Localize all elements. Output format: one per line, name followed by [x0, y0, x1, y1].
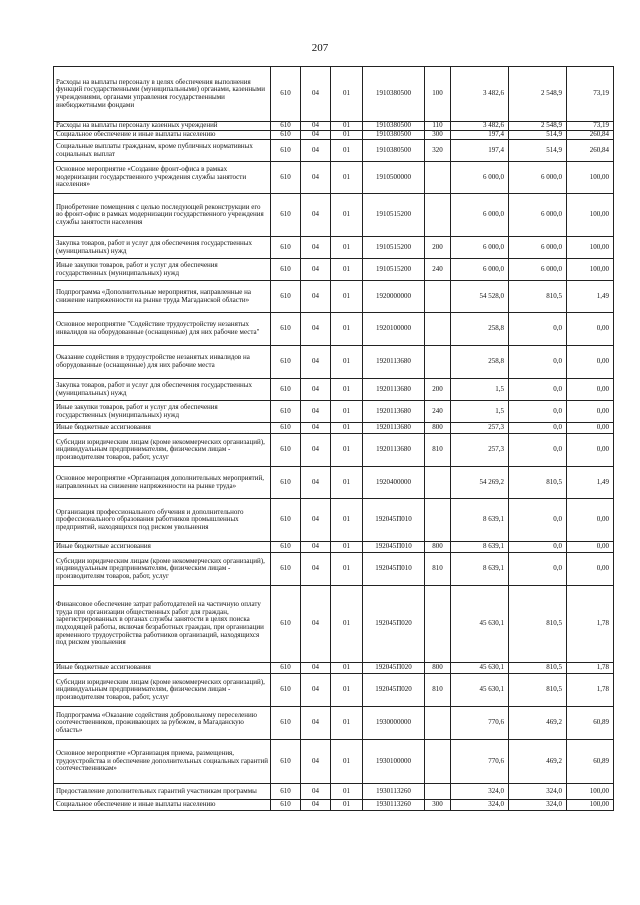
table-row — [54, 553, 614, 586]
actual-amount-cell: 514,9 — [509, 140, 567, 162]
row-name-cell: Основное мероприятие «Организация дополнительных мероприятий, направленных на снижение напряженности на рынке труда» — [54, 467, 271, 499]
row-name-cell: Подпрограмма «Дополнительные мероприятия, направленные на снижение напряженности на рынке труда Магаданской области» — [54, 281, 271, 313]
expense-type-cell — [425, 281, 451, 313]
execution-percent-cell: 0,00 — [567, 499, 614, 542]
plan-amount-cell: 6 000,0 — [451, 259, 509, 281]
table-row — [54, 162, 614, 194]
plan-amount-cell: 257,3 — [451, 423, 509, 434]
subsection-code-cell: 01 — [331, 707, 363, 740]
target-article-cell: 192045П010 — [363, 542, 425, 553]
expense-type-cell — [425, 784, 451, 800]
execution-percent-cell: 260,84 — [567, 140, 614, 162]
row-name-cell: Закупка товаров, работ и услуг для обеспечения государственных (муниципальных) нужд — [54, 379, 271, 401]
target-article-cell: 192045П010 — [363, 553, 425, 586]
target-article-cell: 1910515200 — [363, 194, 425, 237]
admin-code-cell: 610 — [271, 740, 301, 784]
plan-amount-cell: 1,5 — [451, 401, 509, 423]
actual-amount-cell: 514,9 — [509, 131, 567, 140]
expense-type-cell — [425, 346, 451, 379]
table-row — [54, 281, 614, 313]
subsection-code-cell: 01 — [331, 237, 363, 259]
expense-type-cell: 810 — [425, 674, 451, 707]
subsection-code-cell: 01 — [331, 800, 363, 811]
target-article-cell: 1920000000 — [363, 281, 425, 313]
section-code-cell: 04 — [301, 800, 331, 811]
plan-amount-cell: 45 630,1 — [451, 674, 509, 707]
plan-amount-cell: 770,6 — [451, 707, 509, 740]
expense-type-cell: 200 — [425, 237, 451, 259]
admin-code-cell: 610 — [271, 346, 301, 379]
admin-code-cell: 610 — [271, 553, 301, 586]
admin-code-cell: 610 — [271, 434, 301, 467]
execution-percent-cell: 0,00 — [567, 401, 614, 423]
subsection-code-cell: 01 — [331, 67, 363, 122]
table-row — [54, 346, 614, 379]
row-name-cell: Основное мероприятие «Создание фронт-офиса в рамках модернизации государственного учреждения службы занятости населения» — [54, 162, 271, 194]
plan-amount-cell: 8 639,1 — [451, 499, 509, 542]
execution-percent-cell: 0,00 — [567, 553, 614, 586]
admin-code-cell: 610 — [271, 423, 301, 434]
section-code-cell: 04 — [301, 162, 331, 194]
section-code-cell: 04 — [301, 663, 331, 674]
plan-amount-cell: 3 482,6 — [451, 122, 509, 131]
admin-code-cell: 610 — [271, 542, 301, 553]
actual-amount-cell: 2 548,9 — [509, 67, 567, 122]
execution-percent-cell: 1,49 — [567, 467, 614, 499]
table-row — [54, 313, 614, 346]
admin-code-cell: 610 — [271, 162, 301, 194]
expense-type-cell: 240 — [425, 401, 451, 423]
expense-type-cell — [425, 740, 451, 784]
table-row — [54, 122, 614, 131]
target-article-cell: 1920113680 — [363, 401, 425, 423]
actual-amount-cell: 810,5 — [509, 281, 567, 313]
admin-code-cell: 610 — [271, 122, 301, 131]
table-row — [54, 499, 614, 542]
target-article-cell: 1920400000 — [363, 467, 425, 499]
section-code-cell: 04 — [301, 401, 331, 423]
expense-type-cell — [425, 467, 451, 499]
execution-percent-cell: 100,00 — [567, 259, 614, 281]
plan-amount-cell: 324,0 — [451, 784, 509, 800]
section-code-cell: 04 — [301, 434, 331, 467]
table-row — [54, 707, 614, 740]
execution-percent-cell: 1,78 — [567, 663, 614, 674]
row-name-cell: Основное мероприятие «Организация приема, размещения, трудоустройства и обеспечение дополнительных социальных гарантий соотечественникам» — [54, 740, 271, 784]
row-name-cell: Иные закупки товаров, работ и услуг для обеспечения государственных (муниципальных) нужд — [54, 259, 271, 281]
execution-percent-cell: 73,19 — [567, 122, 614, 131]
admin-code-cell: 610 — [271, 674, 301, 707]
actual-amount-cell: 0,0 — [509, 553, 567, 586]
execution-percent-cell: 0,00 — [567, 379, 614, 401]
admin-code-cell: 610 — [271, 379, 301, 401]
subsection-code-cell: 01 — [331, 434, 363, 467]
admin-code-cell: 610 — [271, 663, 301, 674]
table-row — [54, 194, 614, 237]
expense-type-cell: 800 — [425, 542, 451, 553]
expense-type-cell: 110 — [425, 122, 451, 131]
budget-table — [53, 66, 614, 811]
admin-code-cell: 610 — [271, 259, 301, 281]
execution-percent-cell: 0,00 — [567, 346, 614, 379]
expense-type-cell: 800 — [425, 423, 451, 434]
target-article-cell: 1920113680 — [363, 346, 425, 379]
admin-code-cell: 610 — [271, 313, 301, 346]
expense-type-cell: 200 — [425, 379, 451, 401]
section-code-cell: 04 — [301, 122, 331, 131]
subsection-code-cell: 01 — [331, 784, 363, 800]
section-code-cell: 04 — [301, 553, 331, 586]
execution-percent-cell: 100,00 — [567, 800, 614, 811]
plan-amount-cell: 324,0 — [451, 800, 509, 811]
target-article-cell: 1920113680 — [363, 434, 425, 467]
actual-amount-cell: 0,0 — [509, 379, 567, 401]
target-article-cell: 1930113260 — [363, 800, 425, 811]
table-row — [54, 131, 614, 140]
admin-code-cell: 610 — [271, 67, 301, 122]
row-name-cell: Расходы на выплаты персоналу в целях обеспечения выполнения функций государственными (муниципальными) органами, казенными учреждениями, органами управления государственными внебюджетными фондами — [54, 67, 271, 122]
table-row — [54, 379, 614, 401]
target-article-cell: 1920100000 — [363, 313, 425, 346]
table-row — [54, 434, 614, 467]
table-row — [54, 67, 614, 122]
row-name-cell: Субсидии юридическим лицам (кроме некоммерческих организаций), индивидуальным предпринимателям, физическим лицам - производителям товаров, работ, услуг — [54, 674, 271, 707]
table-row — [54, 784, 614, 800]
execution-percent-cell: 0,00 — [567, 542, 614, 553]
admin-code-cell: 610 — [271, 784, 301, 800]
plan-amount-cell: 258,8 — [451, 346, 509, 379]
plan-amount-cell: 257,3 — [451, 434, 509, 467]
row-name-cell: Иные бюджетные ассигнования — [54, 423, 271, 434]
admin-code-cell: 610 — [271, 707, 301, 740]
admin-code-cell: 610 — [271, 131, 301, 140]
target-article-cell: 192045П020 — [363, 663, 425, 674]
plan-amount-cell: 3 482,6 — [451, 67, 509, 122]
subsection-code-cell: 01 — [331, 313, 363, 346]
subsection-code-cell: 01 — [331, 194, 363, 237]
actual-amount-cell: 469,2 — [509, 740, 567, 784]
expense-type-cell: 810 — [425, 553, 451, 586]
execution-percent-cell: 1,78 — [567, 674, 614, 707]
plan-amount-cell: 8 639,1 — [451, 542, 509, 553]
section-code-cell: 04 — [301, 542, 331, 553]
subsection-code-cell: 01 — [331, 346, 363, 379]
expense-type-cell: 300 — [425, 800, 451, 811]
target-article-cell: 1930113260 — [363, 784, 425, 800]
table-row — [54, 586, 614, 663]
table-row — [54, 401, 614, 423]
subsection-code-cell: 01 — [331, 499, 363, 542]
table-row — [54, 674, 614, 707]
row-name-cell: Приобретение помещения с целью последующей реконструкции его во фронт-офис в рамках модернизации государственного учреждения службы занятости населения — [54, 194, 271, 237]
execution-percent-cell: 100,00 — [567, 784, 614, 800]
actual-amount-cell: 810,5 — [509, 663, 567, 674]
section-code-cell: 04 — [301, 707, 331, 740]
actual-amount-cell: 0,0 — [509, 434, 567, 467]
execution-percent-cell: 100,00 — [567, 194, 614, 237]
plan-amount-cell: 6 000,0 — [451, 194, 509, 237]
actual-amount-cell: 6 000,0 — [509, 259, 567, 281]
admin-code-cell: 610 — [271, 237, 301, 259]
target-article-cell: 1910515200 — [363, 237, 425, 259]
expense-type-cell — [425, 586, 451, 663]
subsection-code-cell: 01 — [331, 259, 363, 281]
execution-percent-cell: 0,00 — [567, 423, 614, 434]
row-name-cell: Подпрограмма «Оказание содействия добровольному переселению соотечественников, проживающих за рубежом, в Магаданскую область» — [54, 707, 271, 740]
target-article-cell: 1910380500 — [363, 140, 425, 162]
table-body — [54, 67, 614, 811]
plan-amount-cell: 6 000,0 — [451, 237, 509, 259]
table-row — [54, 467, 614, 499]
section-code-cell: 04 — [301, 281, 331, 313]
expense-type-cell — [425, 162, 451, 194]
table-row — [54, 800, 614, 811]
actual-amount-cell: 0,0 — [509, 499, 567, 542]
table-row — [54, 259, 614, 281]
execution-percent-cell: 60,89 — [567, 707, 614, 740]
actual-amount-cell: 0,0 — [509, 313, 567, 346]
actual-amount-cell: 0,0 — [509, 423, 567, 434]
section-code-cell: 04 — [301, 784, 331, 800]
section-code-cell: 04 — [301, 259, 331, 281]
execution-percent-cell: 100,00 — [567, 162, 614, 194]
row-name-cell: Социальное обеспечение и иные выплаты населению — [54, 131, 271, 140]
actual-amount-cell: 0,0 — [509, 542, 567, 553]
actual-amount-cell: 6 000,0 — [509, 162, 567, 194]
target-article-cell: 1910380500 — [363, 67, 425, 122]
execution-percent-cell: 73,19 — [567, 67, 614, 122]
table-row — [54, 663, 614, 674]
section-code-cell: 04 — [301, 467, 331, 499]
section-code-cell: 04 — [301, 379, 331, 401]
actual-amount-cell: 2 548,9 — [509, 122, 567, 131]
admin-code-cell: 610 — [271, 194, 301, 237]
row-name-cell: Оказание содействия в трудоустройстве незанятых инвалидов на оборудованные (оснащенные) для них рабочие места — [54, 346, 271, 379]
expense-type-cell — [425, 313, 451, 346]
subsection-code-cell: 01 — [331, 281, 363, 313]
row-name-cell: Организация профессионального обучения и дополнительного профессионального образования работников промышленных предприятий, находящихся под риском увольнения — [54, 499, 271, 542]
subsection-code-cell: 01 — [331, 740, 363, 784]
target-article-cell: 1920113680 — [363, 423, 425, 434]
plan-amount-cell: 6 000,0 — [451, 162, 509, 194]
section-code-cell: 04 — [301, 237, 331, 259]
expense-type-cell: 300 — [425, 131, 451, 140]
subsection-code-cell: 01 — [331, 131, 363, 140]
target-article-cell: 1930000000 — [363, 707, 425, 740]
admin-code-cell: 610 — [271, 401, 301, 423]
expense-type-cell — [425, 499, 451, 542]
plan-amount-cell: 258,8 — [451, 313, 509, 346]
expense-type-cell: 320 — [425, 140, 451, 162]
execution-percent-cell: 260,84 — [567, 131, 614, 140]
target-article-cell: 1930100000 — [363, 740, 425, 784]
row-name-cell: Закупка товаров, работ и услуг для обеспечения государственных (муниципальных) нужд — [54, 237, 271, 259]
section-code-cell: 04 — [301, 140, 331, 162]
actual-amount-cell: 0,0 — [509, 346, 567, 379]
expense-type-cell — [425, 707, 451, 740]
plan-amount-cell: 770,6 — [451, 740, 509, 784]
row-name-cell: Основное мероприятие "Содействие трудоустройству незанятых инвалидов на оборудованные (оснащенные) для них рабочие места" — [54, 313, 271, 346]
subsection-code-cell: 01 — [331, 423, 363, 434]
target-article-cell: 1910515200 — [363, 259, 425, 281]
subsection-code-cell: 01 — [331, 663, 363, 674]
target-article-cell: 192045П010 — [363, 499, 425, 542]
page-number: 207 — [311, 42, 329, 54]
section-code-cell: 04 — [301, 740, 331, 784]
target-article-cell: 1910380500 — [363, 131, 425, 140]
table-row — [54, 423, 614, 434]
execution-percent-cell: 0,00 — [567, 434, 614, 467]
row-name-cell: Расходы на выплаты персоналу казенных учреждений — [54, 122, 271, 131]
execution-percent-cell: 100,00 — [567, 237, 614, 259]
subsection-code-cell: 01 — [331, 162, 363, 194]
section-code-cell: 04 — [301, 313, 331, 346]
plan-amount-cell: 45 630,1 — [451, 586, 509, 663]
row-name-cell: Финансовое обеспечение затрат работодателей на частичную оплату труда при организации общественных работ для граждан, зарегистрированных в органах службы занятости в целях поиска подходящей работы, включая безработных граждан, при организации временного трудоустройства работников организаций, находящихся под риском увольнения — [54, 586, 271, 663]
target-article-cell: 1920113680 — [363, 379, 425, 401]
subsection-code-cell: 01 — [331, 140, 363, 162]
table-row — [54, 237, 614, 259]
target-article-cell: 192045П020 — [363, 586, 425, 663]
row-name-cell: Иные бюджетные ассигнования — [54, 542, 271, 553]
section-code-cell: 04 — [301, 674, 331, 707]
subsection-code-cell: 01 — [331, 467, 363, 499]
execution-percent-cell: 1,49 — [567, 281, 614, 313]
actual-amount-cell: 6 000,0 — [509, 237, 567, 259]
admin-code-cell: 610 — [271, 586, 301, 663]
section-code-cell: 04 — [301, 423, 331, 434]
actual-amount-cell: 810,5 — [509, 467, 567, 499]
expense-type-cell: 810 — [425, 434, 451, 467]
subsection-code-cell: 01 — [331, 379, 363, 401]
expense-type-cell: 240 — [425, 259, 451, 281]
plan-amount-cell: 197,4 — [451, 131, 509, 140]
plan-amount-cell: 1,5 — [451, 379, 509, 401]
expense-type-cell: 100 — [425, 67, 451, 122]
subsection-code-cell: 01 — [331, 553, 363, 586]
subsection-code-cell: 01 — [331, 674, 363, 707]
expense-type-cell — [425, 194, 451, 237]
plan-amount-cell: 45 630,1 — [451, 663, 509, 674]
actual-amount-cell: 0,0 — [509, 401, 567, 423]
table-row — [54, 740, 614, 784]
admin-code-cell: 610 — [271, 800, 301, 811]
row-name-cell: Социальное обеспечение и иные выплаты населению — [54, 800, 271, 811]
actual-amount-cell: 469,2 — [509, 707, 567, 740]
admin-code-cell: 610 — [271, 499, 301, 542]
target-article-cell: 1910500000 — [363, 162, 425, 194]
actual-amount-cell: 810,5 — [509, 674, 567, 707]
admin-code-cell: 610 — [271, 281, 301, 313]
actual-amount-cell: 324,0 — [509, 800, 567, 811]
execution-percent-cell: 0,00 — [567, 313, 614, 346]
subsection-code-cell: 01 — [331, 586, 363, 663]
execution-percent-cell: 60,89 — [567, 740, 614, 784]
plan-amount-cell: 54 528,0 — [451, 281, 509, 313]
subsection-code-cell: 01 — [331, 542, 363, 553]
subsection-code-cell: 01 — [331, 401, 363, 423]
target-article-cell: 192045П020 — [363, 674, 425, 707]
row-name-cell: Иные бюджетные ассигнования — [54, 663, 271, 674]
section-code-cell: 04 — [301, 67, 331, 122]
subsection-code-cell: 01 — [331, 122, 363, 131]
section-code-cell: 04 — [301, 499, 331, 542]
section-code-cell: 04 — [301, 586, 331, 663]
row-name-cell: Субсидии юридическим лицам (кроме некоммерческих организаций), индивидуальным предпринимателям, физическим лицам - производителям товаров, работ, услуг — [54, 434, 271, 467]
row-name-cell: Социальные выплаты гражданам, кроме публичных нормативных социальных выплат — [54, 140, 271, 162]
plan-amount-cell: 197,4 — [451, 140, 509, 162]
table-row — [54, 542, 614, 553]
actual-amount-cell: 810,5 — [509, 586, 567, 663]
section-code-cell: 04 — [301, 131, 331, 140]
row-name-cell: Субсидии юридическим лицам (кроме некоммерческих организаций), индивидуальным предпринимателям, физическим лицам - производителям товаров, работ, услуг — [54, 553, 271, 586]
plan-amount-cell: 8 639,1 — [451, 553, 509, 586]
admin-code-cell: 610 — [271, 140, 301, 162]
target-article-cell: 1910380500 — [363, 122, 425, 131]
execution-percent-cell: 1,78 — [567, 586, 614, 663]
expense-type-cell: 800 — [425, 663, 451, 674]
actual-amount-cell: 6 000,0 — [509, 194, 567, 237]
admin-code-cell: 610 — [271, 467, 301, 499]
plan-amount-cell: 54 269,2 — [451, 467, 509, 499]
row-name-cell: Иные закупки товаров, работ и услуг для обеспечения государственных (муниципальных) нужд — [54, 401, 271, 423]
actual-amount-cell: 324,0 — [509, 784, 567, 800]
section-code-cell: 04 — [301, 194, 331, 237]
table-row — [54, 140, 614, 162]
row-name-cell: Предоставление дополнительных гарантий участникам программы — [54, 784, 271, 800]
section-code-cell: 04 — [301, 346, 331, 379]
